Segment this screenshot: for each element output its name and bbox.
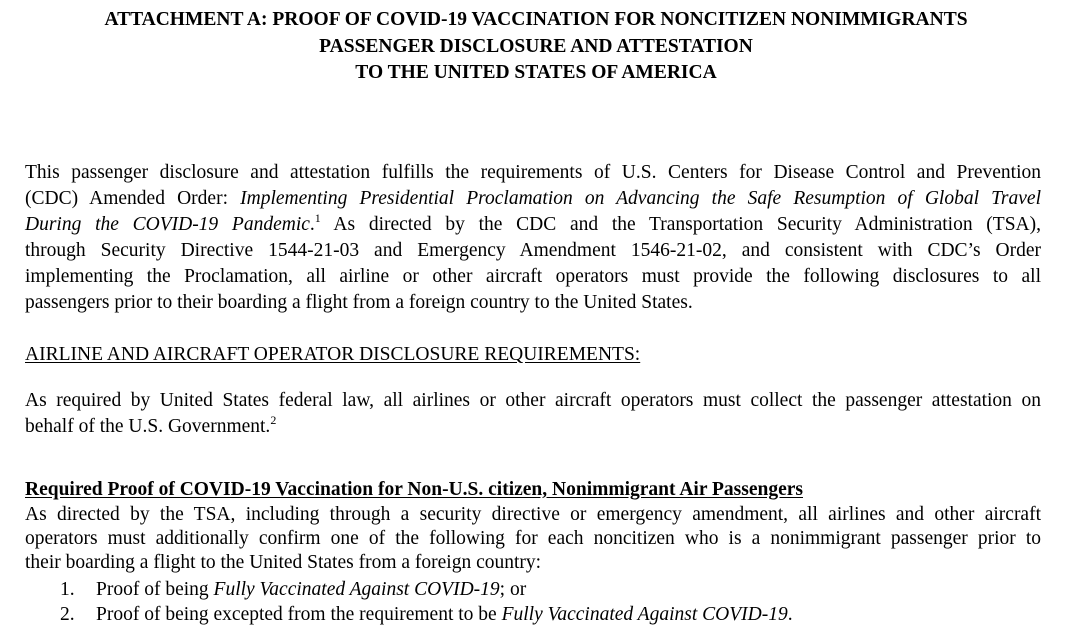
footnote-ref-1[interactable]: 1 bbox=[314, 211, 321, 225]
title-line-2: PASSENGER DISCLOSURE AND ATTESTATION bbox=[319, 35, 753, 57]
list-item-text-pre: Proof of being bbox=[96, 579, 214, 600]
proof-line-2: operators must additionally confirm one of the following for each noncitizen who is a nonimmigrant passenger prior to bbox=[25, 528, 1041, 549]
list-item-text-post: ; or bbox=[499, 579, 527, 600]
proof-paragraph bbox=[25, 503, 1041, 575]
disclosure-heading-text: AIRLINE AND AIRCRAFT OPERATOR DISCLOSURE REQUIREMENTS: bbox=[25, 344, 641, 365]
list-item-text bbox=[96, 577, 526, 602]
list-item-text-post: . bbox=[787, 604, 793, 625]
document-title bbox=[0, 7, 1072, 87]
list-item bbox=[60, 602, 793, 627]
order-title-part-2: During the COVID-19 Pandemic bbox=[25, 214, 310, 235]
disclosure-paragraph bbox=[25, 388, 1041, 440]
proof-line-1: As directed by the TSA, including through a security directive or emergency amendment, all airlines and other aircraft bbox=[25, 504, 1041, 525]
proof-line-3: their boarding a flight to the United States from a foreign country: bbox=[25, 552, 542, 573]
intro-line-6: passengers prior to their boarding a flight from a foreign country to the United States. bbox=[25, 292, 693, 313]
requirements-list bbox=[60, 577, 793, 627]
list-item-emphasis: Fully Vaccinated Against COVID-19 bbox=[213, 579, 500, 600]
intro-paragraph bbox=[25, 160, 1041, 316]
list-item-number: 1. bbox=[60, 579, 75, 600]
intro-line-2 bbox=[25, 186, 1041, 212]
disclosure-line-1: As required by United States federal law, all airlines or other aircraft operators must collect the passenger attestation on bbox=[25, 390, 1041, 411]
intro-line-5: implementing the Proclamation, all airline or other aircraft operators must provide the following disclosures to all bbox=[25, 266, 1041, 287]
proof-heading bbox=[25, 477, 1041, 502]
footnote-ref-2[interactable]: 2 bbox=[270, 413, 277, 427]
list-item-number: 2. bbox=[60, 604, 75, 625]
intro-line-3-text: As directed by the CDC and the Transportation Security Administration (TSA), bbox=[320, 214, 1042, 235]
intro-line-2-text: (CDC) Amended Order: bbox=[25, 188, 241, 209]
intro-line-3: During the COVID-19 Pandemic.$^1$ As directed by the CDC and the Transportation Security Administration (TSA), bbox=[25, 211, 1042, 235]
list-item-emphasis: Fully Vaccinated Against COVID-19 bbox=[501, 604, 788, 625]
list-item-text bbox=[96, 602, 793, 627]
title-line-1: ATTACHMENT A: PROOF OF COVID-19 VACCINATION FOR NONCITIZEN NONIMMIGRANTS bbox=[104, 9, 968, 30]
intro-line-1: This passenger disclosure and attestation fulfills the requirements of U.S. Centers for Disease Control and Prevention bbox=[25, 162, 1041, 183]
list-item bbox=[60, 577, 793, 602]
disclosure-line-2-text: behalf of the U.S. Government. bbox=[25, 416, 271, 437]
disclosure-line-2 bbox=[25, 414, 1041, 440]
intro-line-4: through Security Directive 1544-21-03 and Emergency Amendment 1546-21-02, and consistent with CDC’s Order bbox=[25, 240, 1041, 261]
disclosure-heading bbox=[25, 342, 1041, 368]
proof-heading-text: Required Proof of COVID-19 Vaccination for Non-U.S. citizen, Nonimmigrant Air Passengers bbox=[25, 479, 803, 500]
order-title-part-1: Implementing Presidential Proclamation on Advancing the Safe Resumption of Global Travel bbox=[240, 188, 1041, 209]
list-item-text-pre: Proof of being excepted from the requirement to be bbox=[96, 604, 502, 625]
title-line-3: TO THE UNITED STATES OF AMERICA bbox=[355, 62, 717, 83]
